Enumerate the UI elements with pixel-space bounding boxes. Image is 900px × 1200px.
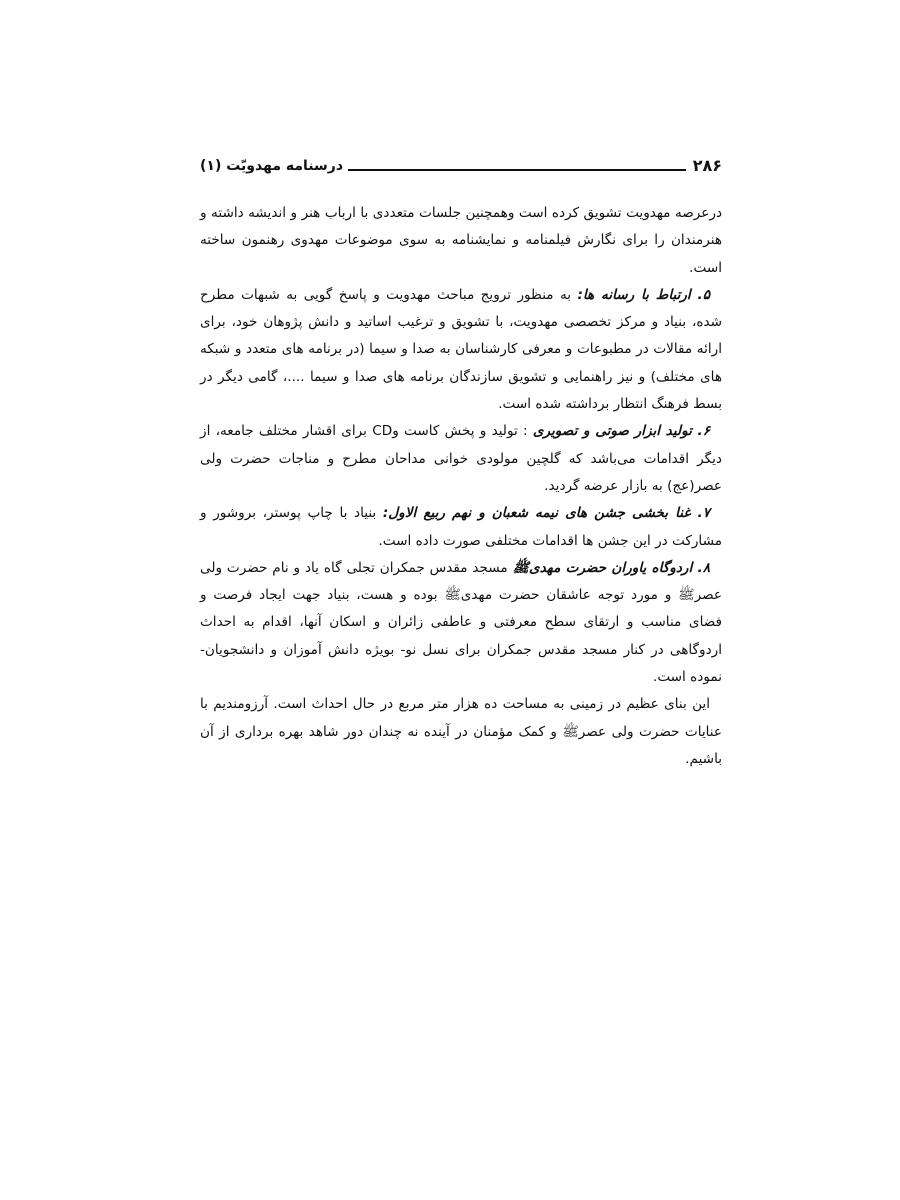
running-header [200, 156, 722, 182]
page-number: ۲۸۶ [692, 156, 722, 175]
paragraph-audio-visual [200, 418, 722, 500]
paragraph-heading: ۷. غنا بخشی جشن های نیمه شعبان و نهم ربیع الاول: [382, 505, 710, 522]
paragraph-text: مسجد مقدس جمکران تجلی گاه یاد و نام حضرت ولی عصرﷺ و مورد توجه عاشقان حضرت مهدیﷺ بوده و هست، بنیاد جهت ایجاد فرصت و فضای مناسب و ارتقای سطح معرفتی و عاطفی زائران و اسکان آنها، اقدام به احداث اردوگاهی در کنار مسجد مقدس جمکران برای نسل نو- بویژه دانش آموزان و دانشجویان- نموده است. [200, 559, 722, 686]
paragraph-text: بنیاد با چاپ پوستر، بروشور و مشارکت در این جشن ها اقدامات مختلفی صورت داده است. [200, 505, 722, 549]
body-text [200, 200, 722, 773]
paragraph-text: این بنای عظیم در زمینی به مساحت ده هزار متر مربع در حال احداث است. آرزومندیم با عنایات حضرت ولی عصرﷺ و کمک مؤمنان در آینده نه چندان دور شاهد بهره برداری از آن باشیم. [200, 696, 722, 767]
paragraph-media-relations [200, 282, 722, 418]
paragraph-text: درعرصه مهدویت تشویق کرده است وهمچنین جلسات متعددی با ارباب هنر و اندیشه داشته و هنرمندان را برای نگارش فیلمنامه و نمایشنامه به سوی موضوعات مهدوی رهنمون ساخته است. [200, 205, 722, 276]
paragraph-heading: ۵. ارتباط با رسانه ها: [577, 286, 710, 303]
paragraph-construction [200, 691, 722, 773]
paragraph-heading: ۶. تولید ابزار صوتی و تصویری [532, 423, 711, 440]
paragraph-text: به منظور ترویج مباحث مهدویت و پاسخ گویی به شبهات مطرح شده، بنیاد و مرکز تخصصی مهدویت، با تشویق و ترغیب اساتید و دانش پژوهان خود، برای ارائه مقالات در مطبوعات و معرفی کارشناسان به صدا و سیما (در برنامه های متعدد و شبکه های مختلف) و نیز راهنمایی و تشویق سازندگان برنامه های صدا و سیما ....، گامی دیگر در بسط فرهنگ انتظار برداشته شده است. [200, 286, 722, 413]
running-title: درسنامه مهدویّت (۱) [200, 158, 344, 174]
paragraph-continuation [200, 200, 722, 282]
paragraph-celebrations [200, 500, 722, 555]
paragraph-heading: ۸. اردوگاه یاوران حضرت مهدیﷺ [512, 559, 711, 576]
header-rule [348, 169, 686, 171]
paragraph-text: : تولید و پخش کاست وCD برای اقشار مختلف جامعه، از دیگر اقدامات می‌باشد که گلچین مولودی خوانی مداحان مطرح و مناجات حضرت ولی عصر(عج) به بازار عرضه گردید. [200, 423, 722, 494]
paragraph-camp [200, 555, 722, 691]
